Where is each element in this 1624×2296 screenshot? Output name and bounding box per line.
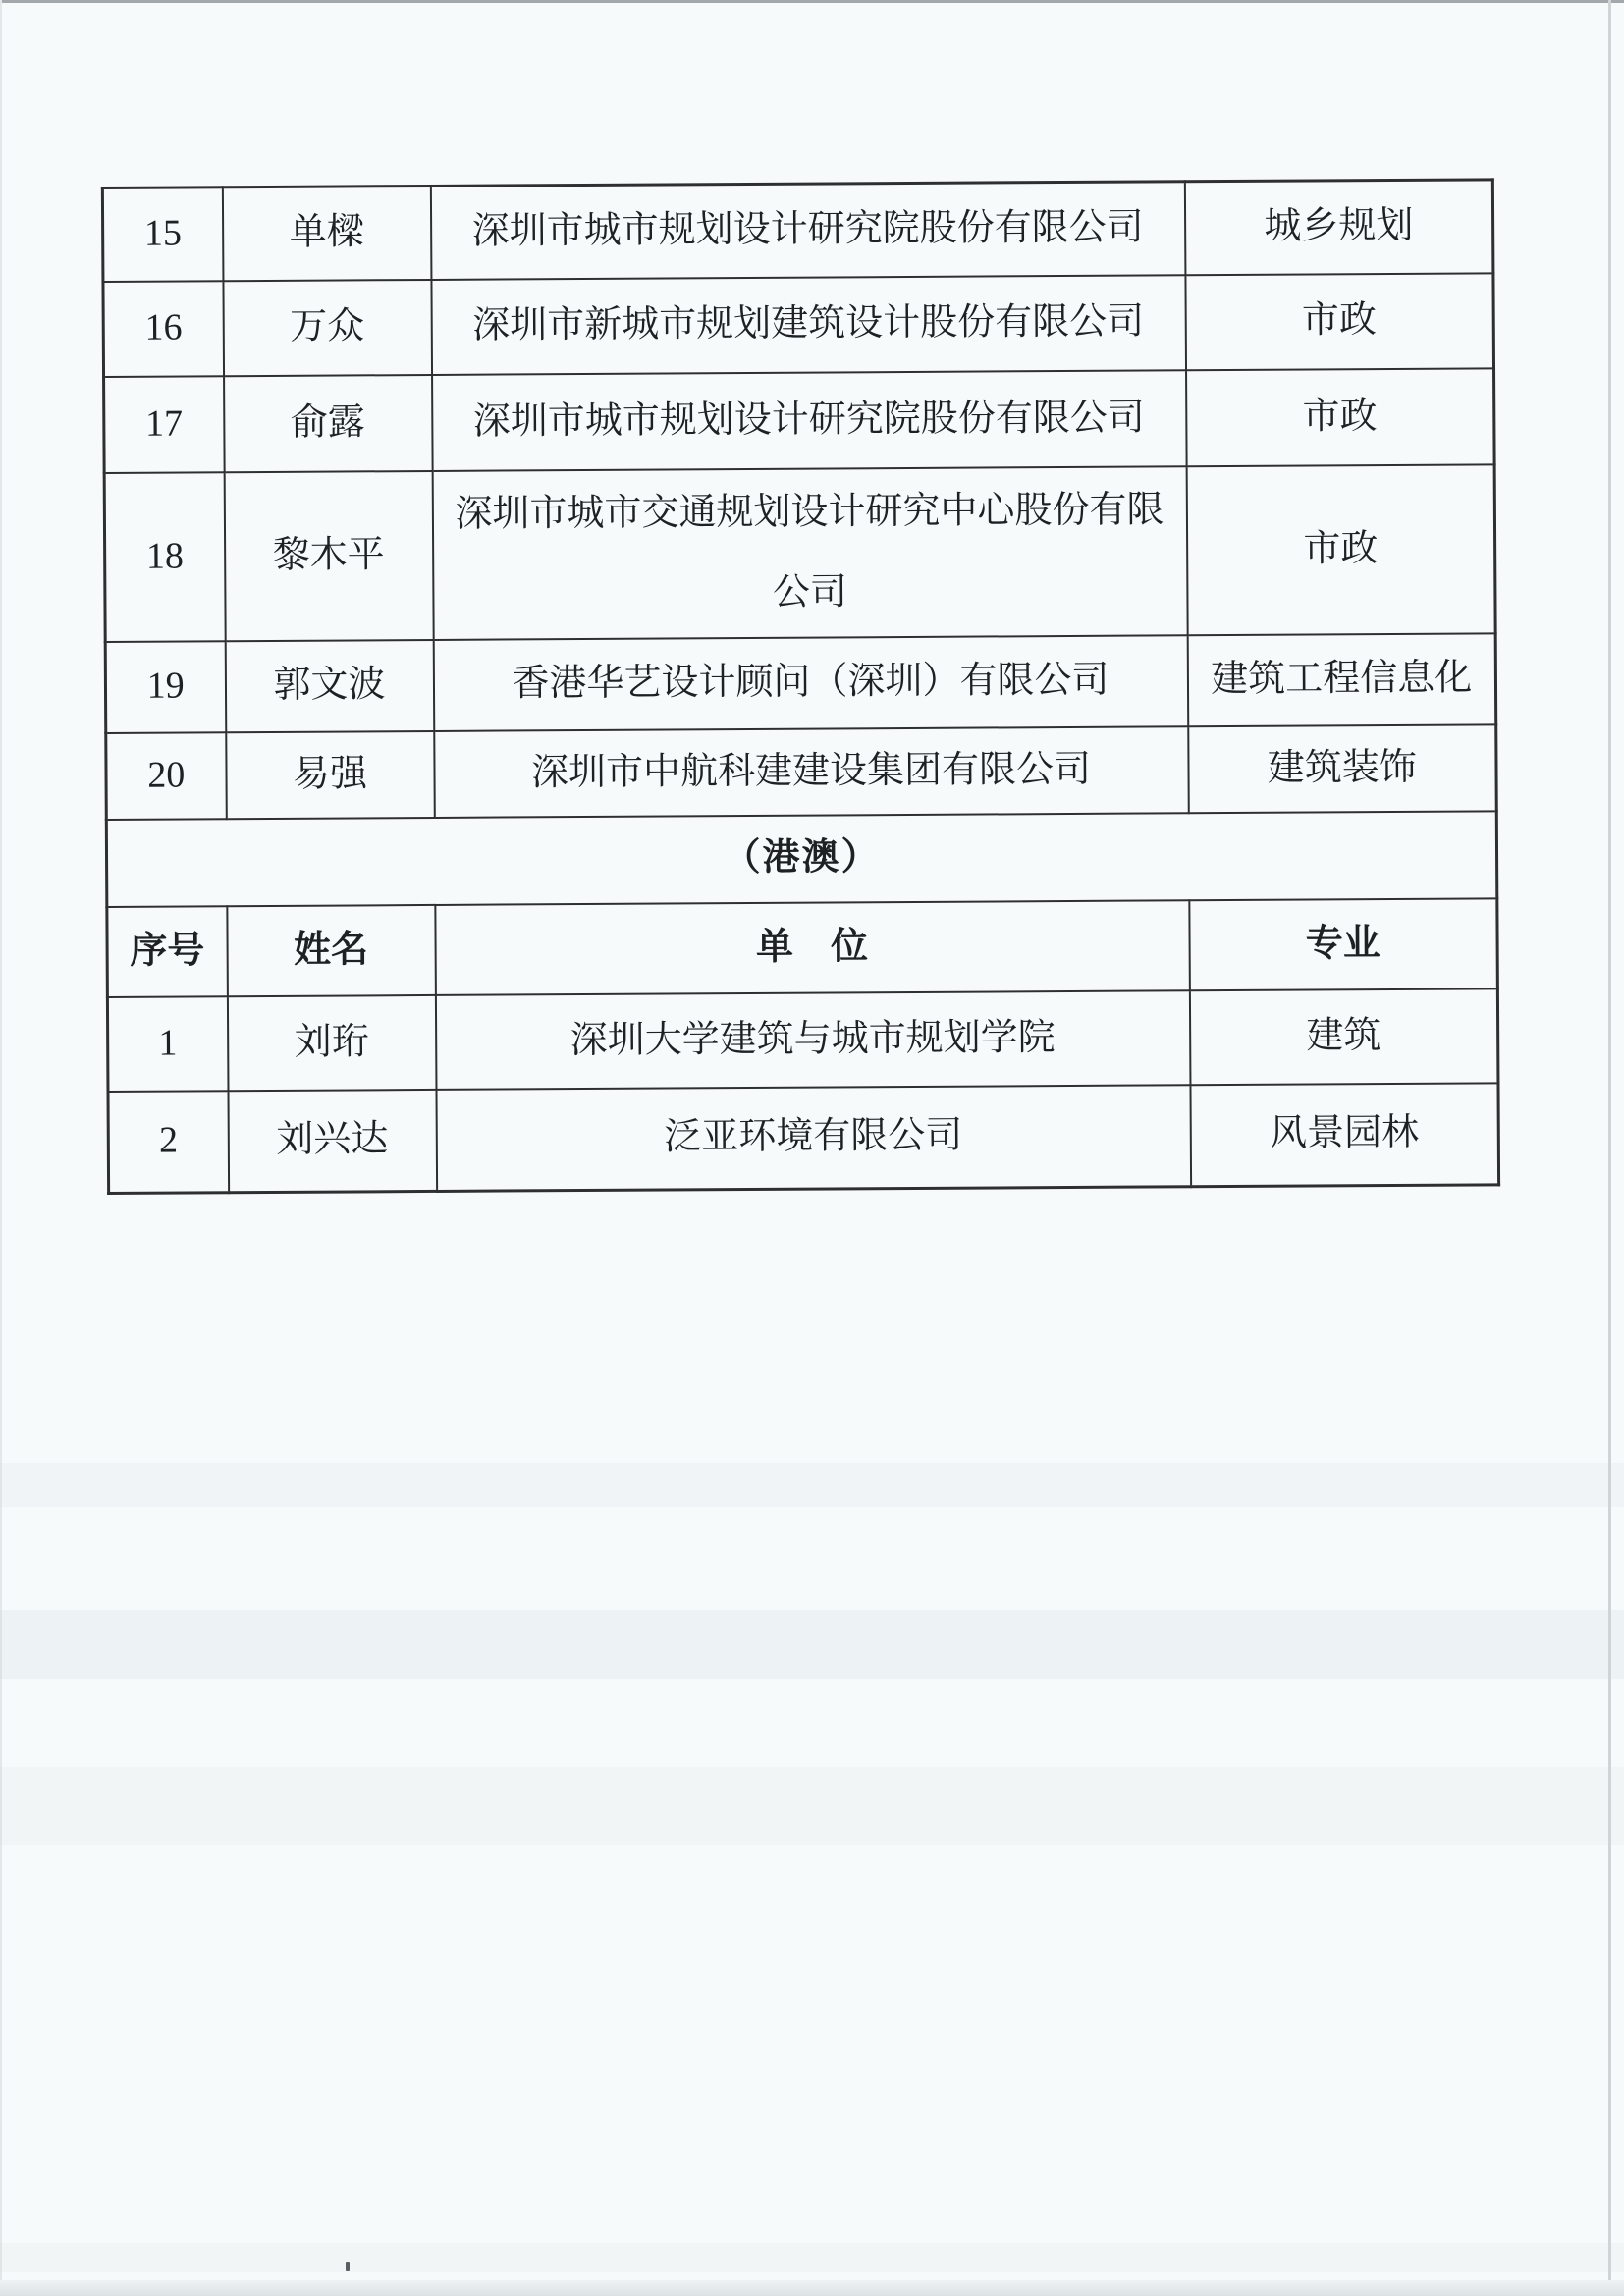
scan-speck: [346, 2262, 350, 2271]
scan-top-edge-line: [0, 0, 1624, 3]
col-header-unit: 单 位: [435, 900, 1190, 995]
scan-noise-band: [0, 1463, 1624, 1507]
cell-specialty: 市政: [1186, 464, 1495, 635]
col-header-name: 姓名: [227, 904, 436, 995]
cell-unit: 深圳市中航科建建设集团有限公司: [434, 726, 1189, 818]
cell-no: 1: [107, 996, 228, 1092]
cell-specialty: 建筑装饰: [1188, 724, 1497, 813]
col-header-specialty: 专业: [1189, 898, 1498, 990]
cell-name: 黎木平: [224, 470, 433, 640]
hongkong-macau-section: [106, 811, 1497, 997]
table-row: [106, 724, 1497, 820]
table-row: [107, 988, 1498, 1092]
roster-table: [101, 178, 1500, 1195]
cell-no: 20: [106, 732, 227, 820]
cell-no: 16: [103, 281, 224, 377]
cell-name: 郭文波: [225, 639, 434, 731]
scan-noise-band: [0, 1610, 1624, 1679]
cell-no: 18: [104, 472, 225, 642]
table-row: [104, 464, 1495, 642]
cell-specialty: 市政: [1185, 273, 1494, 370]
table-row: [108, 1083, 1499, 1194]
cell-unit: 深圳市城市规划设计研究院股份有限公司: [432, 370, 1187, 471]
cell-name: 俞露: [224, 374, 433, 471]
cell-unit: 深圳市城市交通规划设计研究中心股份有限公司: [432, 466, 1187, 640]
cell-no: 2: [108, 1091, 229, 1194]
cell-name: 刘珩: [227, 994, 436, 1090]
cell-unit: 泛亚环境有限公司: [436, 1085, 1191, 1192]
cell-no: 15: [102, 187, 223, 282]
cell-name: 刘兴达: [228, 1089, 437, 1192]
cell-unit: 深圳大学建筑与城市规划学院: [435, 990, 1190, 1090]
cell-no: 17: [104, 376, 225, 473]
cell-specialty: 风景园林: [1190, 1083, 1499, 1187]
cell-unit: 深圳市新城市规划建筑设计股份有限公司: [431, 275, 1186, 375]
scan-right-edge-line: [1608, 0, 1611, 2296]
table-row: [105, 633, 1496, 733]
cell-specialty: 建筑工程信息化: [1187, 633, 1496, 726]
hongkong-macau-rows: [107, 988, 1498, 1194]
cell-specialty: 市政: [1186, 368, 1495, 466]
mainland-rows-continued: [102, 180, 1496, 820]
table-header-row: [107, 898, 1498, 997]
roster-table-wrapper: [101, 178, 1500, 1195]
cell-specialty: 建筑: [1189, 988, 1498, 1085]
cell-name: 万众: [223, 279, 432, 375]
scan-noise-band: [0, 1767, 1624, 1845]
cell-unit: 深圳市城市规划设计研究院股份有限公司: [430, 182, 1185, 280]
scan-noise-band: [0, 2243, 1624, 2272]
cell-no: 19: [105, 641, 226, 733]
cell-specialty: 城乡规划: [1184, 180, 1493, 275]
section-row: [106, 811, 1497, 907]
cell-name: 易强: [226, 730, 435, 818]
table-row: [102, 180, 1493, 282]
cell-name: 单樑: [222, 186, 431, 280]
scan-bottom-edge-band: [0, 2280, 1624, 2296]
col-header-no: 序号: [107, 906, 228, 997]
table-row: [104, 368, 1495, 473]
scan-left-edge-line: [0, 0, 2, 2296]
cell-unit: 香港华艺设计顾问（深圳）有限公司: [433, 635, 1188, 731]
section-title: （港澳）: [106, 811, 1497, 907]
table-row: [103, 273, 1494, 377]
